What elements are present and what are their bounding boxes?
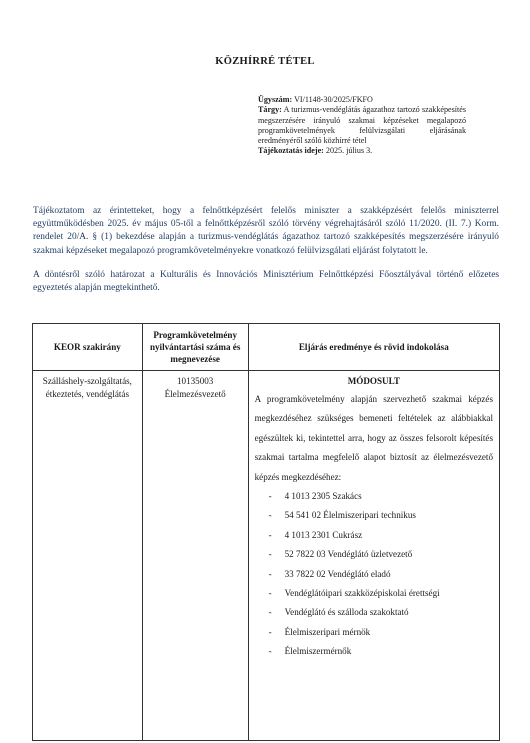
list-item: - 33 7822 02 Vendéglátó eladó xyxy=(268,568,391,579)
subject-line xyxy=(258,105,466,146)
qualification-text: 33 7822 02 Vendéglátó eladó xyxy=(284,568,391,579)
list-item: - 52 7822 03 Vendéglátó üzletvezető xyxy=(268,549,413,560)
header-outcome: Eljárás eredménye és rövid indokolása xyxy=(248,324,499,371)
case-number-line xyxy=(258,95,466,105)
qualification-text: 52 7822 03 Vendéglátó üzletvezető xyxy=(284,549,413,560)
cell-keor: Szálláshely-szolgáltatás, étkeztetés, vendéglátás xyxy=(33,371,143,741)
table-header-row xyxy=(33,324,500,371)
header-program: Programkövetelmény nyilvántartási száma és megnevezése xyxy=(142,324,248,371)
list-item: - Vendéglátó és szálloda szakoktató xyxy=(268,607,409,618)
document-title: KÖZHÍRRÉ TÉTEL xyxy=(215,56,315,67)
program-name: Élelmezésvezető xyxy=(164,389,226,399)
results-table xyxy=(32,323,500,741)
qualification-text: Élelmiszeripari mérnök xyxy=(284,626,371,637)
date-label: Tájékoztatás ideje: xyxy=(258,146,324,156)
decision-paragraph: A döntésről szóló határozat a Kulturális és Innovációs Minisztérium Felnőttképzési Főosztályával történő előzetes egyeztetés alapján megtekinthető. xyxy=(33,270,499,294)
list-item: - Élelmiszermérnők xyxy=(268,646,352,657)
list-item: - 54 541 02 Élelmiszeripari technikus xyxy=(268,510,416,521)
subject-value: A turizmus-vendéglátás ágazathoz tartozó szakképesítés megszerzésére irányuló szakmai képzéseket megalapozó programkövetelmények felülvizsgálati eljárásának eredményéről szóló közhírré tétel xyxy=(258,105,466,146)
header-keor: KEOR szakirány xyxy=(33,324,143,371)
qualification-text: Vendéglátóipari szakközépiskolai érettségi xyxy=(284,588,440,599)
document-meta xyxy=(258,95,466,157)
date-value: 2025. július 3. xyxy=(325,146,373,156)
qualification-text: Vendéglátó és szálloda szakoktató xyxy=(284,607,409,618)
qualification-list xyxy=(255,487,493,662)
list-item: - 4 1013 2305 Szakács xyxy=(268,491,362,502)
list-item: - Vendéglátóipari szakközépiskolai érettségi xyxy=(268,588,440,599)
qualification-text: 54 541 02 Élelmiszeripari technikus xyxy=(284,510,416,521)
outcome-reason: A programkövetelmény alapján szervezhető szakmai képzés megkezdéséhez szükséges bemeneti feltételek az alábbiakkal egészültek ki, tekintettel arra, hogy az összes felsorolt képesítés szakmai tartalma megfelelő alapot biztosít az élelmezésvezető képzés megkezdéséhez: xyxy=(254,394,493,482)
qualification-text: 4 1013 2305 Szakács xyxy=(284,491,362,502)
qualification-text: Élelmiszermérnők xyxy=(284,646,352,657)
case-number-label: Ügyszám: xyxy=(258,95,293,104)
list-item: - Élelmiszeripari mérnök xyxy=(268,626,371,637)
cell-outcome xyxy=(248,371,499,741)
table-row xyxy=(33,371,500,741)
subject-label: Tárgy: xyxy=(258,105,282,115)
intro-paragraph: Tájékoztatom az érintetteket, hogy a felnőttképzésért felelős miniszter a szakképzésért felelős miniszterrel együttműködésben 2025. év május 05-től a felnőttképzésről szóló törvény végrehajtásáról szóló 11/2020. (II. 7.) Korm. rendelet 20/A. § (1) bekezdése alapján a turizmus-vendéglátás ágazathoz tartozó szakképesítés megszerzésére irányuló szakmai képzéseket megalapozó programkövetelményekre vonatkozó felülvizsgálati eljárást folytatott le. xyxy=(33,206,499,256)
program-number: 10135003 xyxy=(176,376,214,386)
date-line xyxy=(258,146,466,156)
case-number-value: VI/1148-30/2025/FKFO xyxy=(294,95,373,104)
list-item: - 4 1013 2301 Cukrász xyxy=(268,529,363,540)
qualification-text: 4 1013 2301 Cukrász xyxy=(284,529,363,540)
cell-program xyxy=(142,371,248,741)
outcome-status: MÓDOSULT xyxy=(347,376,400,386)
